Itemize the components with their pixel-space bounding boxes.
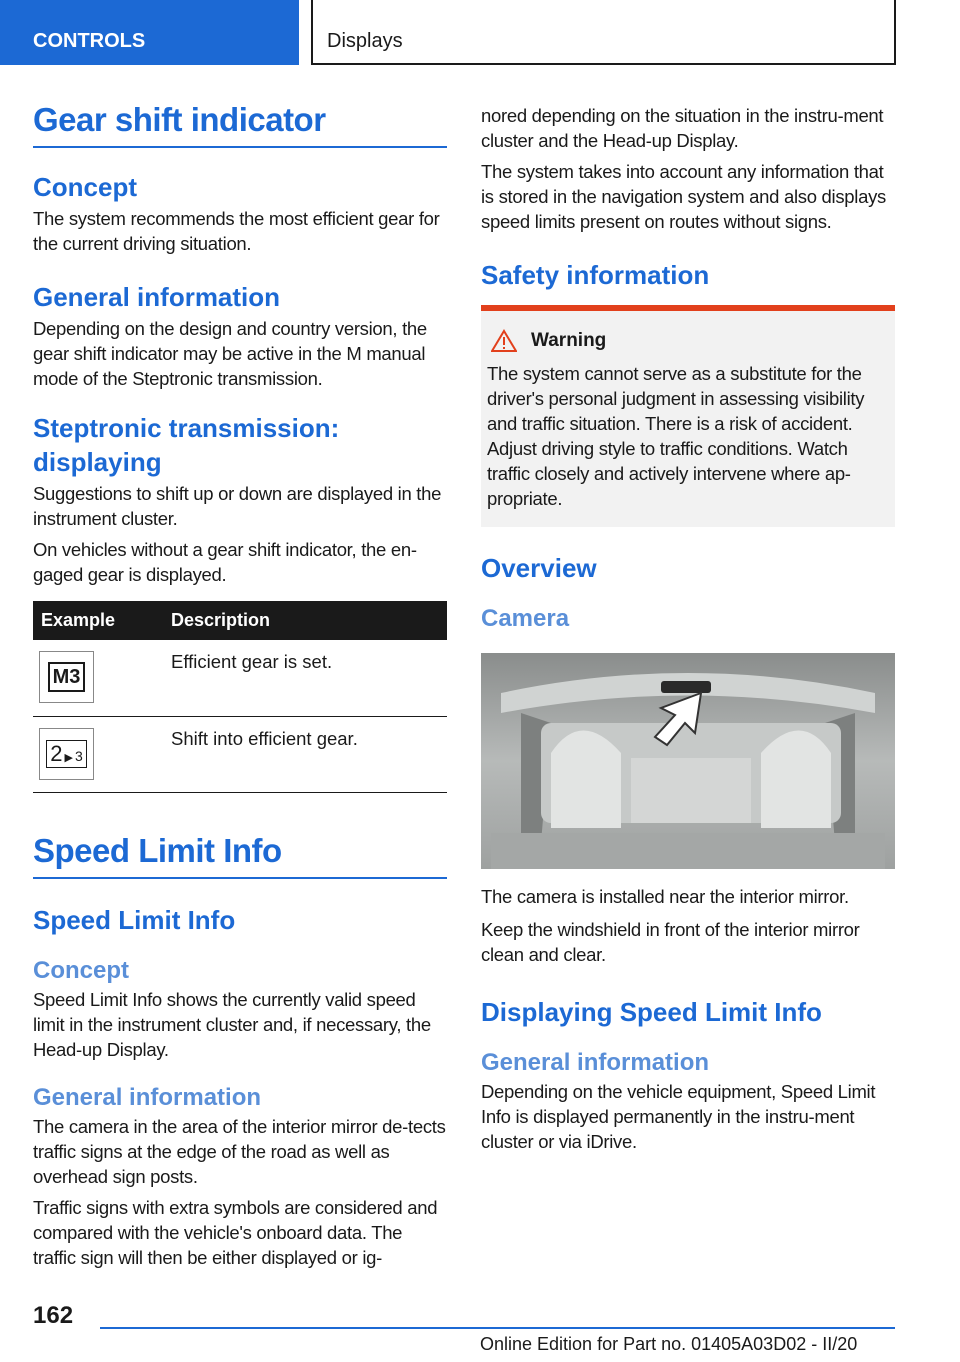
heading-gear-shift-indicator: Gear shift indicator bbox=[33, 101, 326, 138]
section-tab-controls[interactable]: CONTROLS bbox=[0, 0, 299, 65]
table-header-row bbox=[33, 601, 447, 640]
warning-title-row bbox=[487, 329, 889, 353]
column-header-example: Example bbox=[33, 601, 163, 640]
gear-m3-label: M3 bbox=[48, 662, 86, 692]
heading-sli-concept: Concept bbox=[33, 956, 129, 984]
sli-general-text-2: Traffic signs with extra symbols are considered and compared with the vehicle's onboard data. The traffic sign will then be either displayed or ig‐ bbox=[33, 1196, 438, 1268]
shift-up-gear-frame bbox=[46, 740, 87, 768]
heading-rule bbox=[33, 146, 447, 148]
sli-concept-text: Speed Limit Info shows the currently valid speed limit in the instrument cluster and, if necessary, the Head-up Display. bbox=[33, 988, 431, 1060]
continued-text-1: nored depending on the situation in the instru‐ment cluster and the Head-up Display. bbox=[481, 105, 884, 151]
footer-rule bbox=[100, 1327, 895, 1329]
heading-sli-general-information: General information bbox=[33, 1083, 262, 1111]
camera-text-2: Keep the windshield in front of the interior mirror clean and clear. bbox=[481, 919, 860, 965]
description-cell: Efficient gear is set. bbox=[163, 640, 447, 716]
table-row bbox=[33, 640, 447, 716]
heading-safety-information: Safety information bbox=[481, 260, 710, 290]
heading-general-information: General information bbox=[33, 282, 281, 312]
gear-m3-icon bbox=[39, 651, 94, 703]
gear-to-label: 3 bbox=[74, 747, 83, 764]
heading-concept: Concept bbox=[33, 172, 137, 202]
displaying-general-text: Depending on the vehicle equipment, Speed Limit Info is displayed permanently in the instru‐ment cluster or via iDrive. bbox=[481, 1081, 876, 1152]
heading-speed-limit-info-sub: Speed Limit Info bbox=[33, 904, 236, 935]
example-cell bbox=[33, 716, 163, 792]
edition-label: Online Edition for Part no. 01405A03D02 - II/20 bbox=[480, 1334, 858, 1354]
general-information-text: Depending on the design and country version, the gear shift indicator may be active in the M manual mode of the Steptronic transmission. bbox=[33, 318, 427, 389]
steptronic-text-2: On vehicles without a gear shift indicator, the en‐gaged gear is displayed. bbox=[33, 539, 417, 585]
gear-indicator-table bbox=[33, 601, 447, 793]
sli-general-text-1: The camera in the area of the interior mirror de‐tects traffic signs at the edge of the road as well as overhead sign posts. bbox=[33, 1115, 446, 1187]
table-row bbox=[33, 716, 447, 792]
left-column bbox=[33, 98, 447, 1270]
heading-displaying-speed-limit-info: Displaying Speed Limit Info bbox=[481, 997, 822, 1027]
camera-text-1: The camera is installed near the interior mirror. bbox=[481, 886, 849, 907]
heading-displaying-general-information: General information bbox=[481, 1049, 710, 1076]
heading-speed-limit-info: Speed Limit Info bbox=[33, 831, 282, 869]
arrow-right-icon: ▶ bbox=[64, 751, 73, 764]
heading-steptronic-displaying: Steptronic transmission: displaying bbox=[33, 413, 340, 477]
gear-from-label: 2 bbox=[50, 740, 63, 766]
warning-triangle-icon bbox=[491, 329, 517, 353]
page-number: 162 bbox=[33, 1302, 74, 1329]
column-header-description: Description bbox=[163, 601, 447, 640]
right-column bbox=[481, 103, 895, 1154]
chapter-tab-displays[interactable]: Displays bbox=[311, 0, 896, 65]
camera-location-image bbox=[481, 653, 895, 869]
shift-up-gear-icon bbox=[39, 728, 94, 780]
warning-text: The system cannot serve as a substitute for the driver's personal judgment in assessing visibility and traffic situation. There is a risk of accident. Adjust driving style to traffic conditions. Watch traffic closely and actively intervene where ap‐propriate. bbox=[487, 363, 865, 509]
warning-title: Warning bbox=[531, 330, 607, 351]
steptronic-text-1: Suggestions to shift up or down are displayed in the instrument cluster. bbox=[33, 483, 442, 529]
example-cell bbox=[33, 640, 163, 716]
warning-box bbox=[481, 305, 895, 527]
concept-text: The system recommends the most efficient gear for the current driving situation. bbox=[33, 208, 440, 254]
heading-rule bbox=[33, 877, 447, 879]
heading-overview: Overview bbox=[481, 553, 597, 583]
continued-text-2: The system takes into account any information that is stored in the navigation system and also displays speed limits present on routes without signs. bbox=[481, 161, 886, 232]
heading-camera: Camera bbox=[481, 605, 570, 632]
description-cell: Shift into efficient gear. bbox=[163, 716, 447, 792]
